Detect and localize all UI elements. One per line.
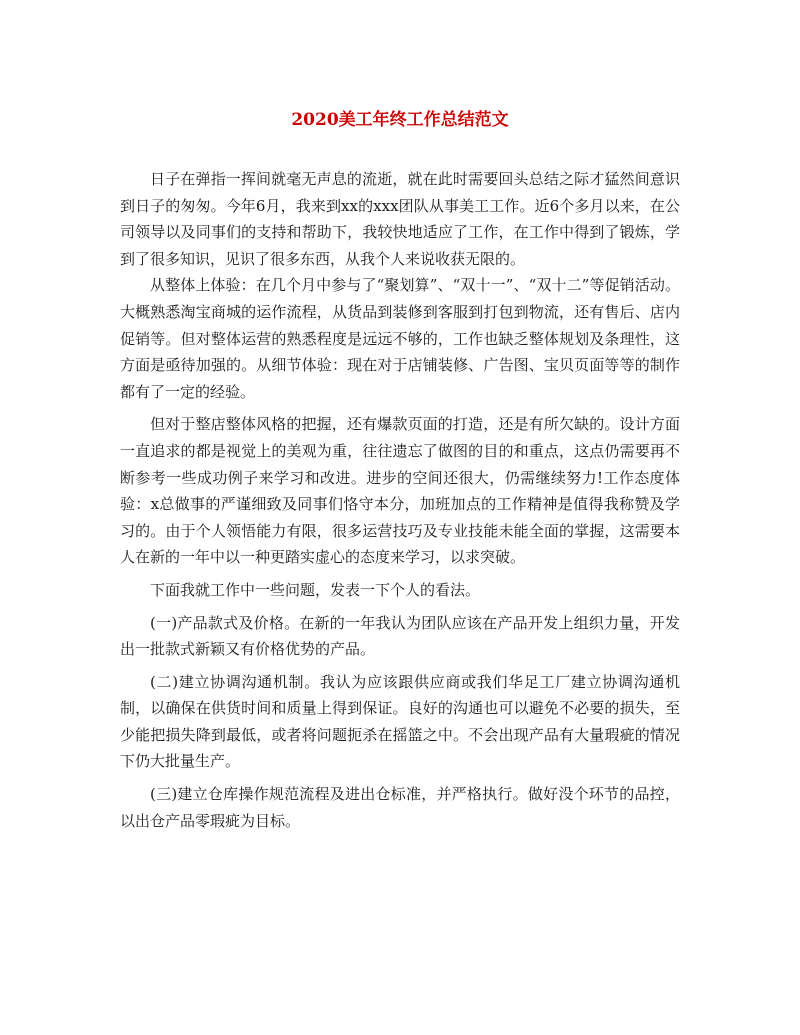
- paragraph-item-2: (二)建立协调沟通机制。我认为应该跟供应商或我们华足工厂建立协调沟通机制，以确保在供货时间和质量上得到保证。良好的沟通也可以避免不必要的损失，至少能把损失降到最低，或者将问题扼杀在摇篮之中。不会出现产品有大量瑕疵的情况下仍大批量生产。: [120, 672, 680, 771]
- paragraph-shortcomings: 但对于整店整体风格的把握，还有爆款页面的打造，还是有所欠缺的。设计方面一直追求的都是视觉上的美观为重，往往遗忘了做图的目的和重点，这点仍需要再不断参考一些成功例子来学习和改进。进步的空间还很大，仍需继续努力!工作态度体验：x总做事的严谨细致及同事们恪守本分，加班加点的工作精神是值得我称赞及学习的。由于个人领悟能力有限，很多运营技巧及专业技能未能全面的掌握，这需要本人在新的一年中以一种更踏实虚心的态度来学习，以求突破。: [120, 415, 680, 567]
- document-title: 2020美工年终工作总结范文: [291, 110, 509, 130]
- paragraph-item-3: (三)建立仓库操作规范流程及进出仓标准，并严格执行。做好没个环节的品控，以出仓产品零瑕疵为目标。: [120, 785, 680, 830]
- paragraph-issues-intro: 下面我就工作中一些问题，发表一下个人的看法。: [150, 580, 481, 599]
- paragraph-intro: 日子在弹指一挥间就毫无声息的流逝，就在此时需要回头总结之际才猛然间意识到日子的匆匆。今年6月，我来到xx的xxx团队从事美工工作。近6个多月以来，在公司领导以及同事们的支持和帮助下，我较快地适应了工作，在工作中得到了锻炼，学到了很多知识，见识了很多东西，从我个人来说收获无限的。: [120, 170, 680, 268]
- paragraph-overall-experience: 从整体上体验：在几个月中参与了“聚划算”、“双十一”、“双十二”等促销活动。大概熟悉淘宝商城的运作流程，从货品到装修到客服到打包到物流，还有售后、店内促销等。但对整体运营的熟悉程度是远远不够的，工作也缺乏整体规划及条理性，这方面是亟待加强的。从细节体验：现在对于店铺装修、广告图、宝贝页面等等的制作都有了一定的经验。: [120, 276, 680, 401]
- document-body: [120, 166, 680, 840]
- paragraph-item-1: (一)产品款式及价格。在新的一年我认为团队应该在产品开发上组织力量，开发出一批款式新颖又有价格优势的产品。: [120, 613, 680, 659]
